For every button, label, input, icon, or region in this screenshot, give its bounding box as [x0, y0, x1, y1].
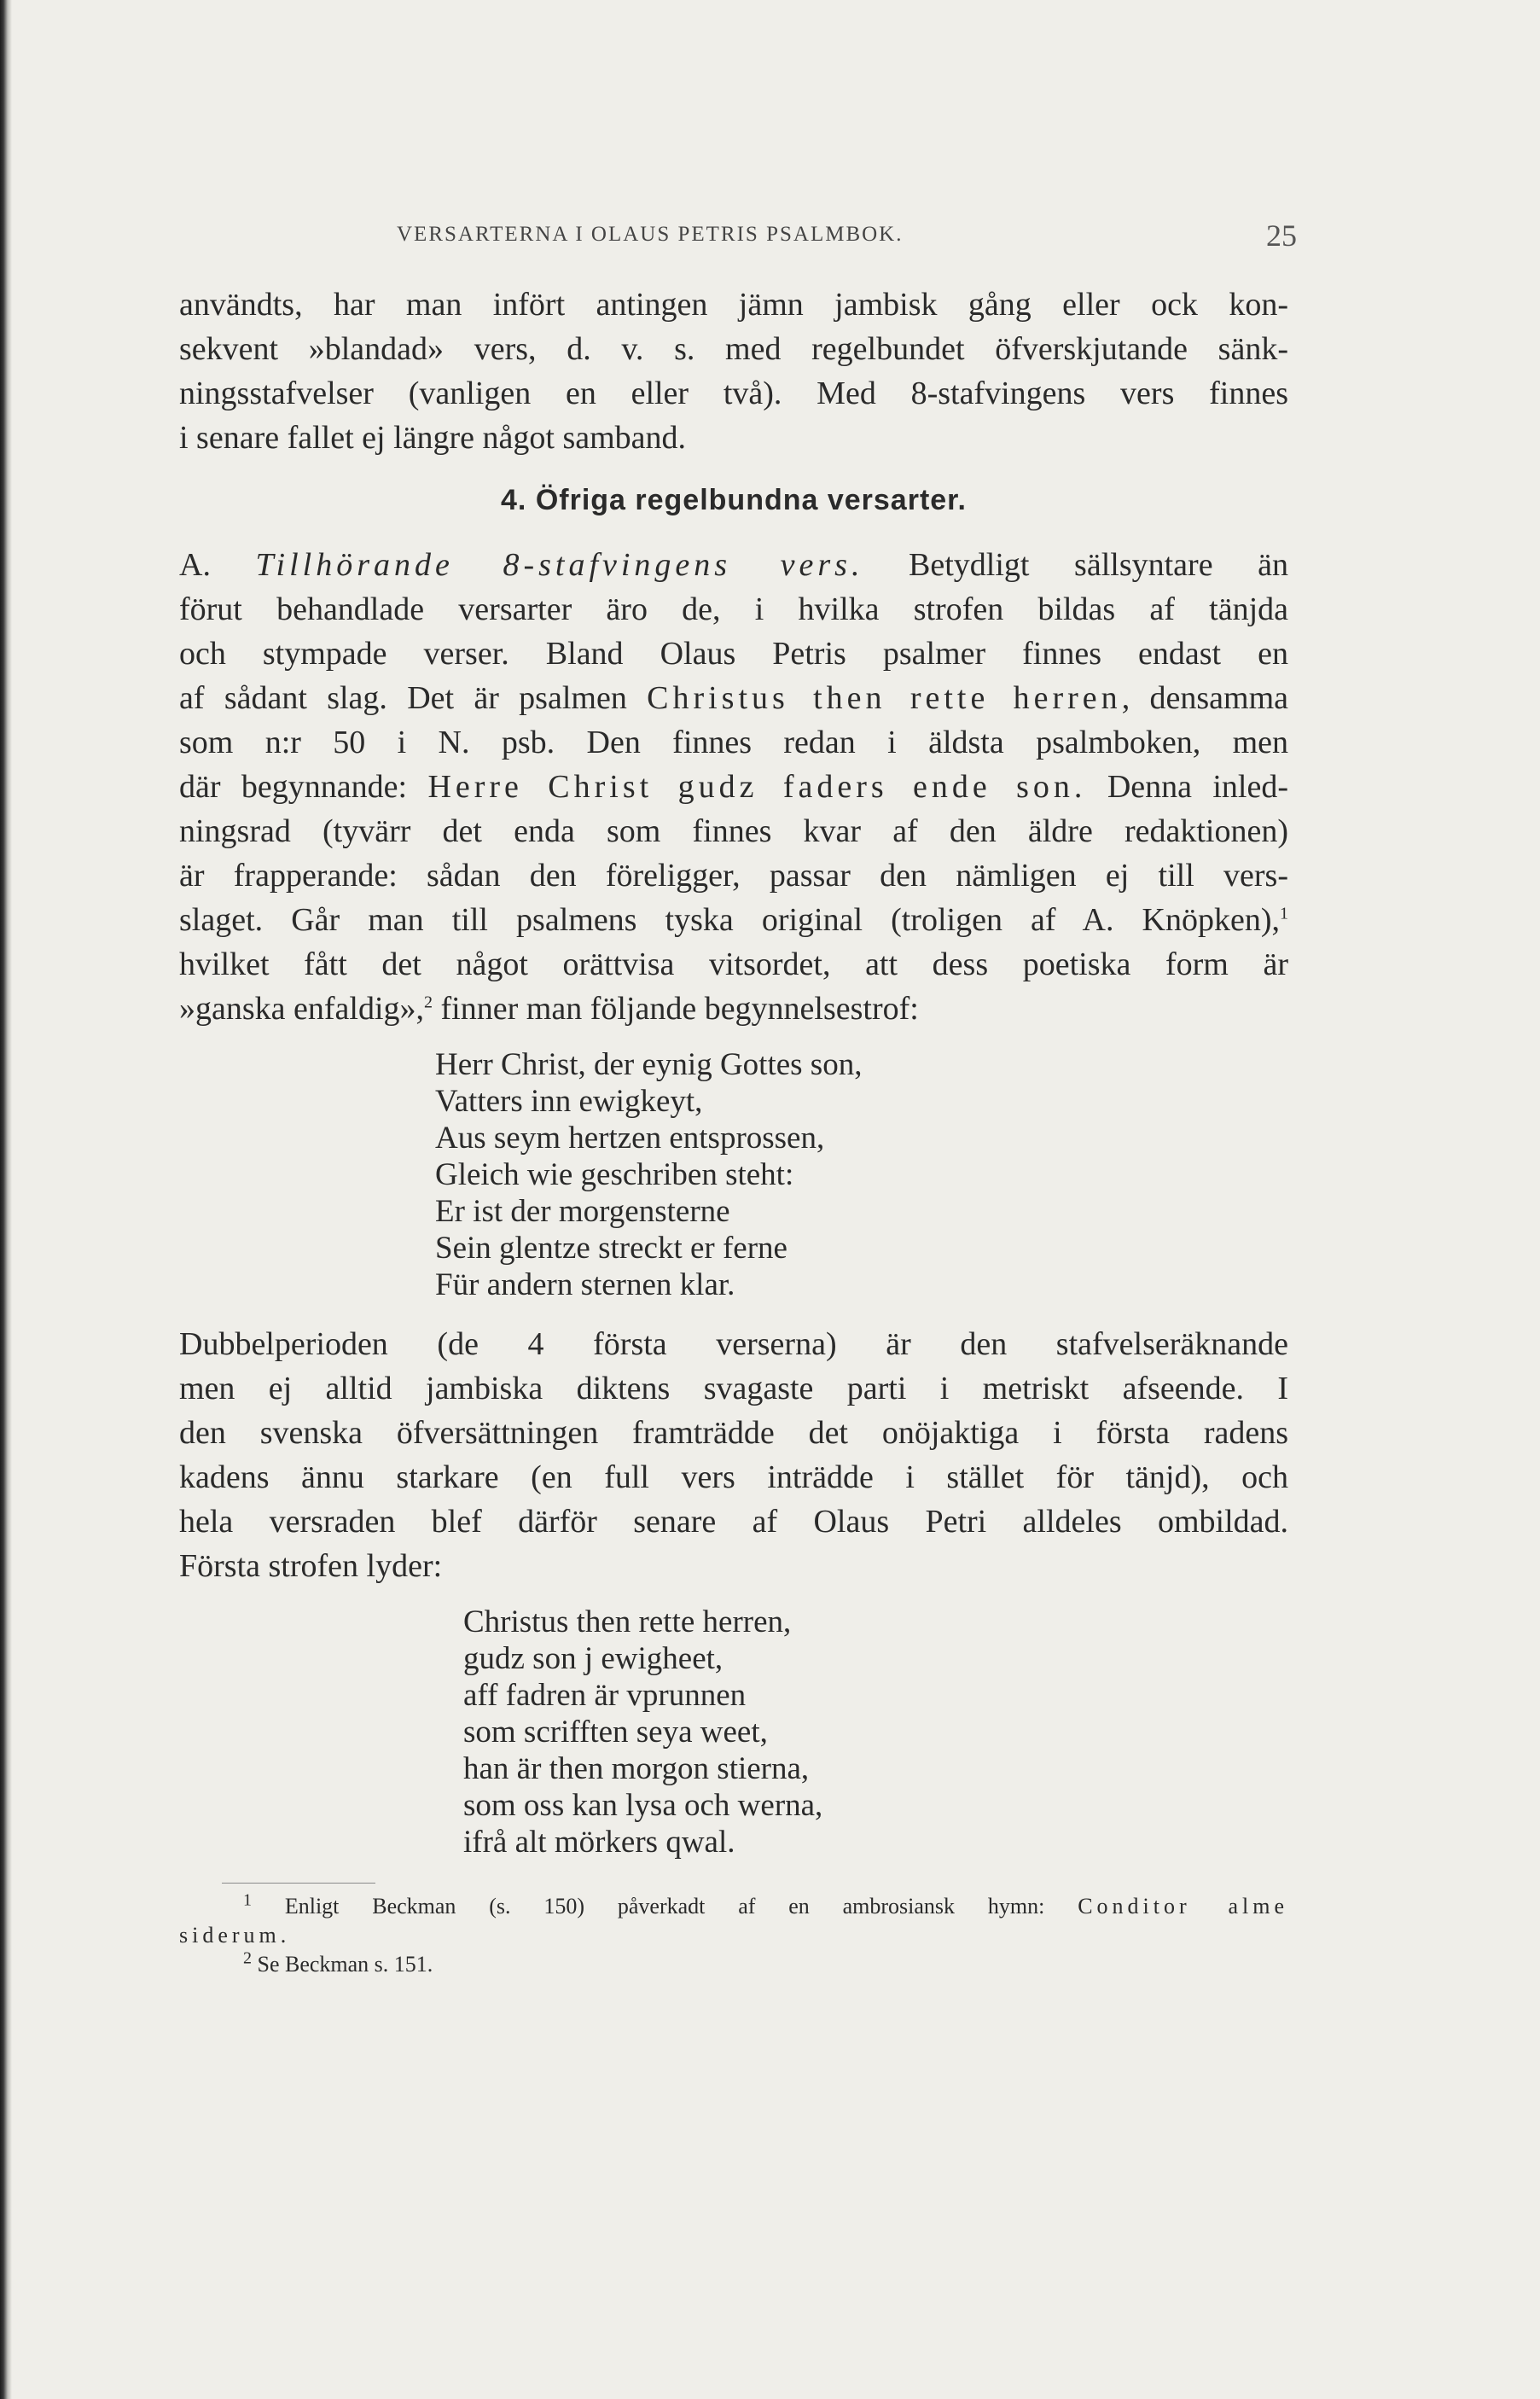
verse-line: gudz son j ewigheet,	[463, 1641, 724, 1676]
text-line: sekvent »blandad» vers, d. v. s. med regelbundet öfverskjutande sänk-	[179, 331, 1288, 367]
verse-line: Christus then rette herren,	[463, 1604, 792, 1639]
text-line: A. Tillhörande 8-stafvingens vers. Betydligt sällsyntare än	[179, 547, 1288, 583]
psalm-incipit: Herre Christ gudz faders ende son.	[427, 769, 1087, 805]
verse-line: Für andern sternen klar.	[435, 1267, 735, 1302]
text-line: användts, har man infört antingen jämn jambisk gång eller ock kon-	[179, 287, 1288, 323]
verse-line: aff fadren är vprunnen	[463, 1678, 747, 1713]
text-line: och stympade verser. Bland Olaus Petris psalmer finnes endast en	[179, 636, 1288, 672]
text-line: den svenska öfversättningen framträdde det onöjaktiga i första radens	[179, 1415, 1288, 1451]
text-line: Första strofen lyder:	[179, 1548, 443, 1584]
text-line: hela versraden blef därför senare af Olaus Petri alldeles ombildad.	[179, 1504, 1288, 1540]
verse-line: Er ist der morgensterne	[435, 1194, 730, 1229]
book-page	[179, 218, 1297, 1979]
text-line: slaget. Går man till psalmens tyska original (troligen af A. Knöpken),$^1$	[179, 902, 1288, 938]
verse-line: ifrå alt mörkers qwal.	[463, 1825, 735, 1860]
footnotes	[179, 1892, 1288, 1979]
text-line: är frapperande: sådan den föreligger, passar den nämligen ej till vers-	[179, 858, 1288, 894]
german-verse	[179, 1046, 1288, 1303]
text-line: där begynnande: Herre Christ gudz faders ende son. Denna inled-	[179, 769, 1289, 805]
text-line: Dubbelperioden (de 4 första verserna) är den stafvelseräknande	[179, 1326, 1288, 1362]
swedish-verse	[179, 1604, 1288, 1860]
psalm-title: Christus then rette herren	[647, 680, 1122, 716]
running-head: VERSARTERNA I OLAUS PETRIS PSALMBOK.	[397, 223, 904, 246]
verse-line: som oss kan lysa och werna,	[463, 1788, 823, 1823]
text-line: som n:r 50 i N. psb. Den finnes redan i äldsta psalmboken, men	[179, 725, 1288, 760]
hymn-title: Conditor alme	[1078, 1894, 1289, 1919]
page-number: 25	[1266, 218, 1297, 253]
text-line: hvilket fått det något orättvisa vitsordet, att dess poetiska form är	[179, 946, 1288, 982]
text-line: förut behandlade versarter äro de, i hvilka strofen bildas af tänjda	[179, 591, 1288, 627]
footnote-1-continued: siderum.	[179, 1923, 291, 1948]
paragraph-analysis	[179, 1322, 1288, 1588]
footnote-mark: 1	[243, 1890, 252, 1910]
paragraph-section-a	[179, 543, 1288, 1031]
text-line: af sådant slag. Det är psalmen Christus then rette herren, densamma	[179, 680, 1288, 716]
section-heading: 4. Öfriga regelbundna versarter.	[501, 484, 967, 516]
page-header	[179, 218, 1297, 260]
footnote-divider	[222, 1883, 375, 1884]
footnote-2: $^2$ Se Beckman s. 151.	[243, 1948, 433, 1977]
text-line: i senare fallet ej längre något samband.	[179, 420, 687, 456]
verse-line: Gleich wie geschriben steht:	[435, 1157, 794, 1192]
text-line: men ej alltid jambiska diktens svagaste parti i metriskt afseende. I	[179, 1371, 1288, 1406]
verse-line: Aus seym hertzen entsprossen,	[435, 1121, 825, 1156]
footnote-ref: 2	[424, 993, 433, 1012]
page-edge-shadow	[0, 0, 12, 2399]
text-line: »ganska enfaldig»,$^2$ finner man följande begynnelsestrof:	[179, 991, 919, 1027]
verse-line: Vatters inn ewigkeyt,	[435, 1084, 703, 1119]
footnote-1: $^1$ Enligt Beckman (s. 150) påverkadt af en ambrosiansk hymn: Conditor alme	[243, 1890, 1289, 1919]
text-line: ningsrad (tyvärr det enda som finnes kvar af den äldre redaktionen)	[179, 813, 1288, 849]
verse-line: Sein glentze streckt er ferne	[435, 1231, 787, 1266]
text-line: kadens ännu starkare (en full vers inträdde i stället för tänjd), och	[179, 1459, 1288, 1495]
paragraph-intro	[179, 282, 1288, 460]
footnote-mark: 2	[243, 1948, 252, 1968]
footnote-ref: 1	[1280, 904, 1288, 923]
verse-line: han är then morgon stierna,	[463, 1751, 810, 1786]
subsection-title: Tillhörande 8-stafvingens vers.	[255, 547, 864, 583]
text-line: ningsstafvelser (vanligen en eller två). Med 8-stafvingens vers finnes	[179, 376, 1288, 411]
verse-line: som scrifften seya weet,	[463, 1715, 768, 1750]
verse-line: Herr Christ, der eynig Gottes son,	[435, 1047, 863, 1082]
